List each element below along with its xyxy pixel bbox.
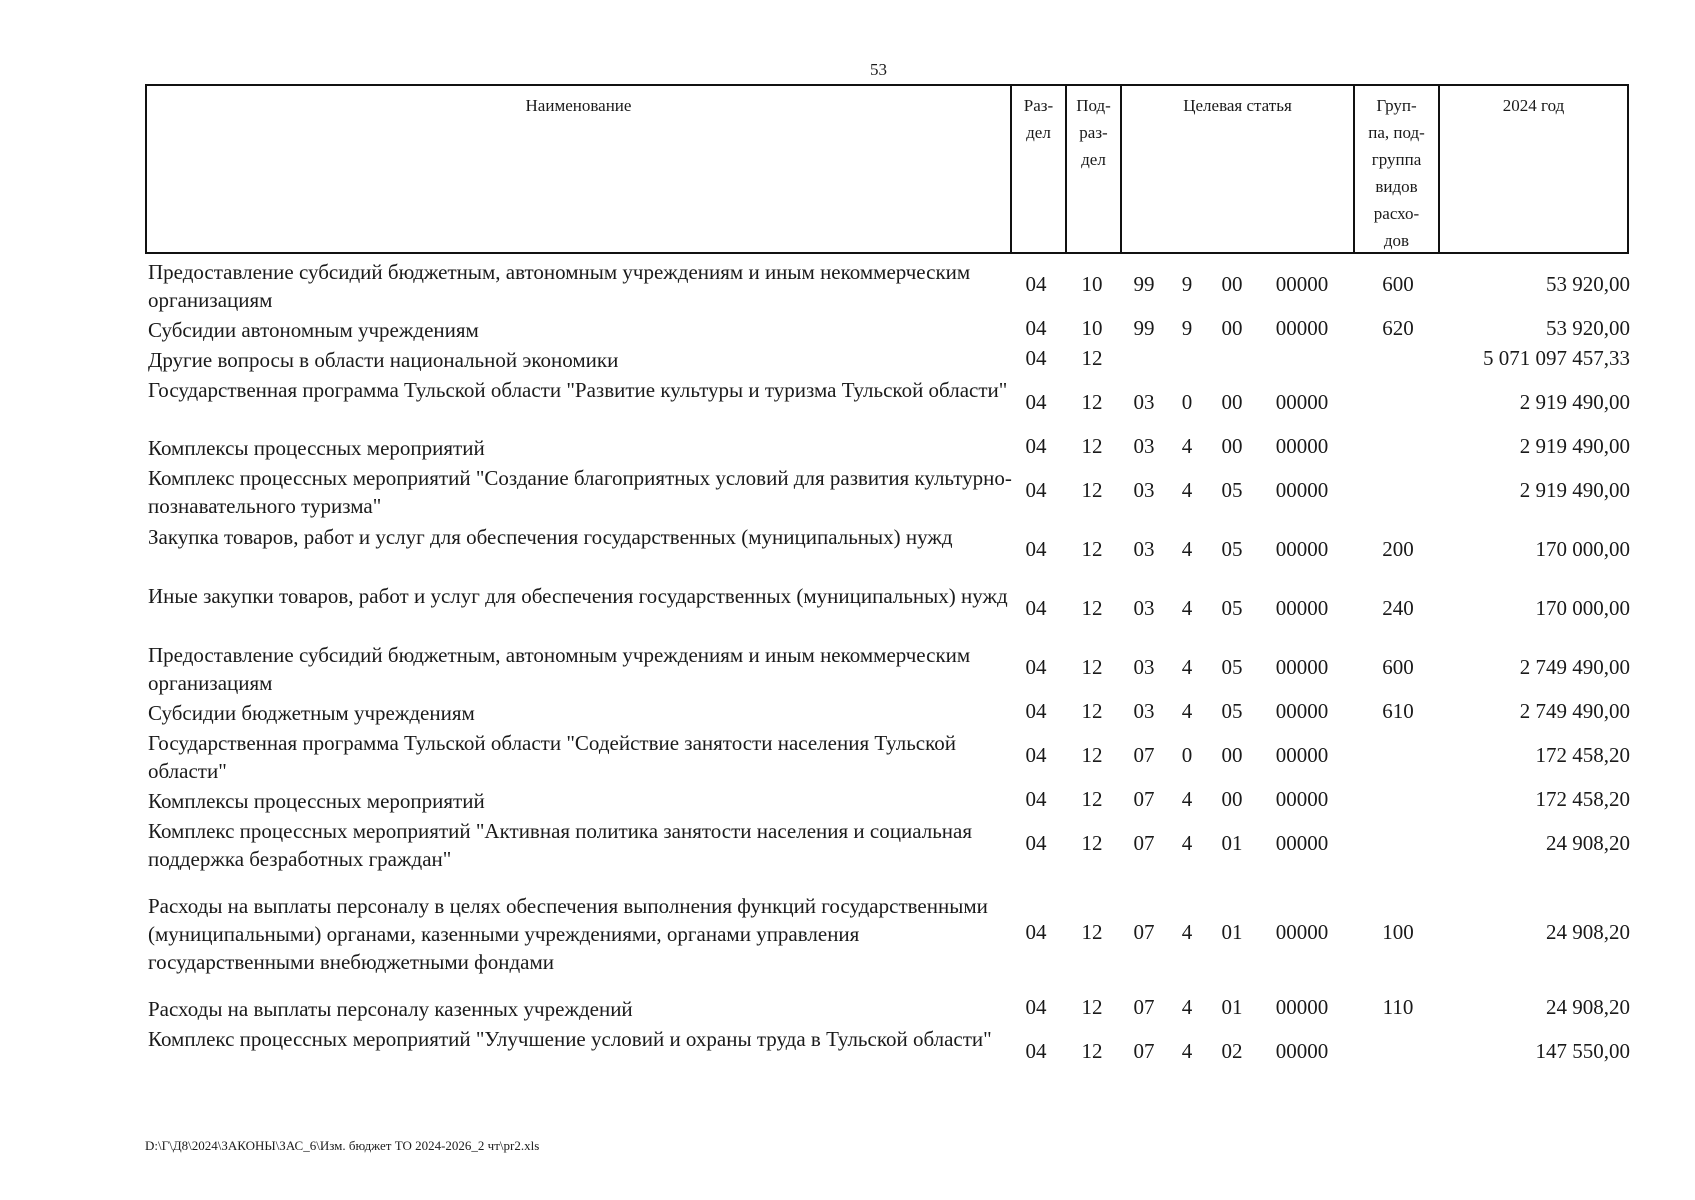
row-name: Предоставление субсидий бюджетным, автономным учреждениям и иным некоммерческим организациям <box>148 643 971 695</box>
row-subsection: 12 <box>1081 1039 1103 1063</box>
row-program: 07 <box>1133 787 1155 811</box>
table-row <box>148 892 1630 976</box>
row-activity: 01 <box>1221 831 1243 855</box>
table-row <box>148 699 1630 727</box>
row-subprogram: 4 <box>1181 995 1193 1019</box>
row-section: 04 <box>1025 478 1047 502</box>
row-subsection: 12 <box>1081 787 1103 811</box>
row-direction: 00000 <box>1275 537 1329 561</box>
row-amount: 2 919 490,00 <box>1519 434 1630 458</box>
table-row <box>148 434 1630 462</box>
row-expense-type: 600 <box>1382 655 1414 679</box>
row-direction: 00000 <box>1275 655 1329 679</box>
row-name: Расходы на выплаты персоналу в целях обеспечения выполнения функций государственными (муниципальными) органами, казенными учреждениями, органами управления государственными внебюджетными фондами <box>148 894 988 974</box>
row-name: Иные закупки товаров, работ и услуг для обеспечения государственных (муниципальных) нужд <box>148 584 1008 608</box>
row-subsection: 12 <box>1081 478 1103 502</box>
row-section: 04 <box>1025 434 1047 458</box>
row-section: 04 <box>1025 272 1047 296</box>
row-amount: 172 458,20 <box>1535 787 1630 811</box>
row-name: Комплексы процессных мероприятий <box>148 436 485 460</box>
header-target-article: Целевая статья <box>1120 86 1353 252</box>
row-program: 07 <box>1133 831 1155 855</box>
row-section: 04 <box>1025 1039 1047 1063</box>
table-row <box>148 787 1630 815</box>
row-subsection: 10 <box>1081 272 1103 296</box>
row-direction: 00000 <box>1275 995 1329 1019</box>
row-amount: 147 550,00 <box>1535 1039 1630 1063</box>
row-subprogram: 4 <box>1181 537 1193 561</box>
row-direction: 00000 <box>1275 478 1329 502</box>
row-subprogram: 4 <box>1181 920 1193 944</box>
row-name: Комплексы процессных мероприятий <box>148 789 485 813</box>
row-name: Субсидии автономным учреждениям <box>148 318 479 342</box>
row-program: 03 <box>1133 434 1155 458</box>
row-amount: 2 919 490,00 <box>1519 390 1630 414</box>
header-subsection: Под- раз- дел <box>1065 86 1120 252</box>
row-subsection: 12 <box>1081 699 1103 723</box>
table-row <box>148 817 1630 873</box>
row-amount: 170 000,00 <box>1535 596 1630 620</box>
row-subsection: 12 <box>1081 390 1103 414</box>
row-program: 07 <box>1133 995 1155 1019</box>
row-subsection: 10 <box>1081 316 1103 340</box>
header-year: 2024 год <box>1438 86 1627 252</box>
row-activity: 05 <box>1221 699 1243 723</box>
row-direction: 00000 <box>1275 787 1329 811</box>
row-section: 04 <box>1025 596 1047 620</box>
row-direction: 00000 <box>1275 831 1329 855</box>
row-subsection: 12 <box>1081 537 1103 561</box>
row-section: 04 <box>1025 787 1047 811</box>
row-direction: 00000 <box>1275 272 1329 296</box>
row-direction: 00000 <box>1275 1039 1329 1063</box>
row-section: 04 <box>1025 920 1047 944</box>
row-amount: 24 908,20 <box>1546 995 1630 1019</box>
row-activity: 00 <box>1221 743 1243 767</box>
row-program: 07 <box>1133 1039 1155 1063</box>
row-subprogram: 4 <box>1181 787 1193 811</box>
row-subprogram: 0 <box>1181 390 1193 414</box>
file-path-footer: D:\Г\Д8\2024\ЗАКОНЫ\ЗАС_6\Изм. бюджет ТО 2024-2026_2 чт\pr2.xls <box>145 1138 540 1153</box>
row-direction: 00000 <box>1275 434 1329 458</box>
row-section: 04 <box>1025 316 1047 340</box>
row-name: Предоставление субсидий бюджетным, автономным учреждениям и иным некоммерческим организациям <box>148 260 971 312</box>
row-amount: 170 000,00 <box>1535 537 1630 561</box>
row-amount: 5 071 097 457,33 <box>1483 346 1630 370</box>
row-section: 04 <box>1025 655 1047 679</box>
row-subprogram: 9 <box>1181 316 1193 340</box>
table-header <box>145 84 1629 254</box>
row-program: 03 <box>1133 390 1155 414</box>
row-subprogram: 4 <box>1181 655 1193 679</box>
row-expense-type: 600 <box>1382 272 1414 296</box>
row-program: 03 <box>1133 655 1155 679</box>
table-row <box>148 1025 1630 1081</box>
row-activity: 00 <box>1221 316 1243 340</box>
table-row <box>148 464 1630 520</box>
row-program: 99 <box>1133 272 1155 296</box>
table-row <box>148 376 1630 432</box>
row-activity: 05 <box>1221 537 1243 561</box>
row-section: 04 <box>1025 346 1047 370</box>
row-direction: 00000 <box>1275 920 1329 944</box>
row-direction: 00000 <box>1275 390 1329 414</box>
row-expense-type: 200 <box>1382 537 1414 561</box>
row-program: 03 <box>1133 699 1155 723</box>
row-section: 04 <box>1025 831 1047 855</box>
row-amount: 24 908,20 <box>1546 920 1630 944</box>
row-amount: 2 749 490,00 <box>1519 655 1630 679</box>
table-row <box>148 258 1630 314</box>
row-expense-type: 620 <box>1382 316 1414 340</box>
row-subprogram: 4 <box>1181 478 1193 502</box>
row-activity: 00 <box>1221 390 1243 414</box>
row-direction: 00000 <box>1275 596 1329 620</box>
row-program: 03 <box>1133 478 1155 502</box>
row-subsection: 12 <box>1081 743 1103 767</box>
table-row <box>148 641 1630 697</box>
row-subsection: 12 <box>1081 831 1103 855</box>
row-section: 04 <box>1025 390 1047 414</box>
row-subsection: 12 <box>1081 434 1103 458</box>
row-subprogram: 9 <box>1181 272 1193 296</box>
row-subsection: 12 <box>1081 596 1103 620</box>
row-direction: 00000 <box>1275 316 1329 340</box>
row-name: Другие вопросы в области национальной экономики <box>148 348 619 372</box>
row-subprogram: 4 <box>1181 596 1193 620</box>
table-row <box>148 316 1630 344</box>
row-name: Комплекс процессных мероприятий "Улучшение условий и охраны труда в Тульской области" <box>148 1027 992 1051</box>
row-amount: 172 458,20 <box>1535 743 1630 767</box>
row-name: Расходы на выплаты персоналу казенных учреждений <box>148 997 633 1021</box>
table-row <box>148 582 1630 638</box>
table-row <box>148 995 1630 1023</box>
row-activity: 02 <box>1221 1039 1243 1063</box>
row-amount: 53 920,00 <box>1546 316 1630 340</box>
row-activity: 05 <box>1221 655 1243 679</box>
table-row <box>148 346 1630 374</box>
table-row <box>148 729 1630 785</box>
row-activity: 00 <box>1221 272 1243 296</box>
row-activity: 00 <box>1221 787 1243 811</box>
row-activity: 01 <box>1221 995 1243 1019</box>
row-subsection: 12 <box>1081 346 1103 370</box>
row-amount: 53 920,00 <box>1546 272 1630 296</box>
row-subprogram: 4 <box>1181 434 1193 458</box>
row-subprogram: 4 <box>1181 831 1193 855</box>
row-activity: 00 <box>1221 434 1243 458</box>
row-name: Государственная программа Тульской области "Содействие занятости населения Тульской области" <box>148 731 956 783</box>
row-section: 04 <box>1025 743 1047 767</box>
row-amount: 2 749 490,00 <box>1519 699 1630 723</box>
row-direction: 00000 <box>1275 743 1329 767</box>
row-subsection: 12 <box>1081 920 1103 944</box>
header-expense-group: Груп- па, под- группа видов расхо- дов <box>1353 86 1438 252</box>
row-subprogram: 4 <box>1181 1039 1193 1063</box>
row-name: Комплекс процессных мероприятий "Создание благоприятных условий для развития культурно-познавательного туризма" <box>148 466 1012 518</box>
row-name: Закупка товаров, работ и услуг для обеспечения государственных (муниципальных) нужд <box>148 525 953 549</box>
row-program: 03 <box>1133 537 1155 561</box>
row-name: Государственная программа Тульской области "Развитие культуры и туризма Тульской области" <box>148 378 1008 402</box>
row-expense-type: 240 <box>1382 596 1414 620</box>
row-program: 99 <box>1133 316 1155 340</box>
row-section: 04 <box>1025 995 1047 1019</box>
row-activity: 05 <box>1221 596 1243 620</box>
page-number: 53 <box>870 60 887 79</box>
row-subprogram: 4 <box>1181 699 1193 723</box>
row-section: 04 <box>1025 537 1047 561</box>
row-subprogram: 0 <box>1181 743 1193 767</box>
row-expense-type: 100 <box>1382 920 1414 944</box>
row-program: 07 <box>1133 743 1155 767</box>
row-program: 03 <box>1133 596 1155 620</box>
row-activity: 05 <box>1221 478 1243 502</box>
row-name: Комплекс процессных мероприятий "Активная политика занятости населения и социальная поддержка безработных граждан" <box>148 819 972 871</box>
row-subsection: 12 <box>1081 995 1103 1019</box>
table-row <box>148 523 1630 579</box>
header-name: Наименование <box>525 96 632 115</box>
row-amount: 2 919 490,00 <box>1519 478 1630 502</box>
row-section: 04 <box>1025 699 1047 723</box>
header-section: Раз- дел <box>1010 86 1065 252</box>
row-name: Субсидии бюджетным учреждениям <box>148 701 475 725</box>
row-program: 07 <box>1133 920 1155 944</box>
row-activity: 01 <box>1221 920 1243 944</box>
row-direction: 00000 <box>1275 699 1329 723</box>
row-expense-type: 610 <box>1382 699 1414 723</box>
row-amount: 24 908,20 <box>1546 831 1630 855</box>
row-expense-type: 110 <box>1382 995 1414 1019</box>
row-subsection: 12 <box>1081 655 1103 679</box>
